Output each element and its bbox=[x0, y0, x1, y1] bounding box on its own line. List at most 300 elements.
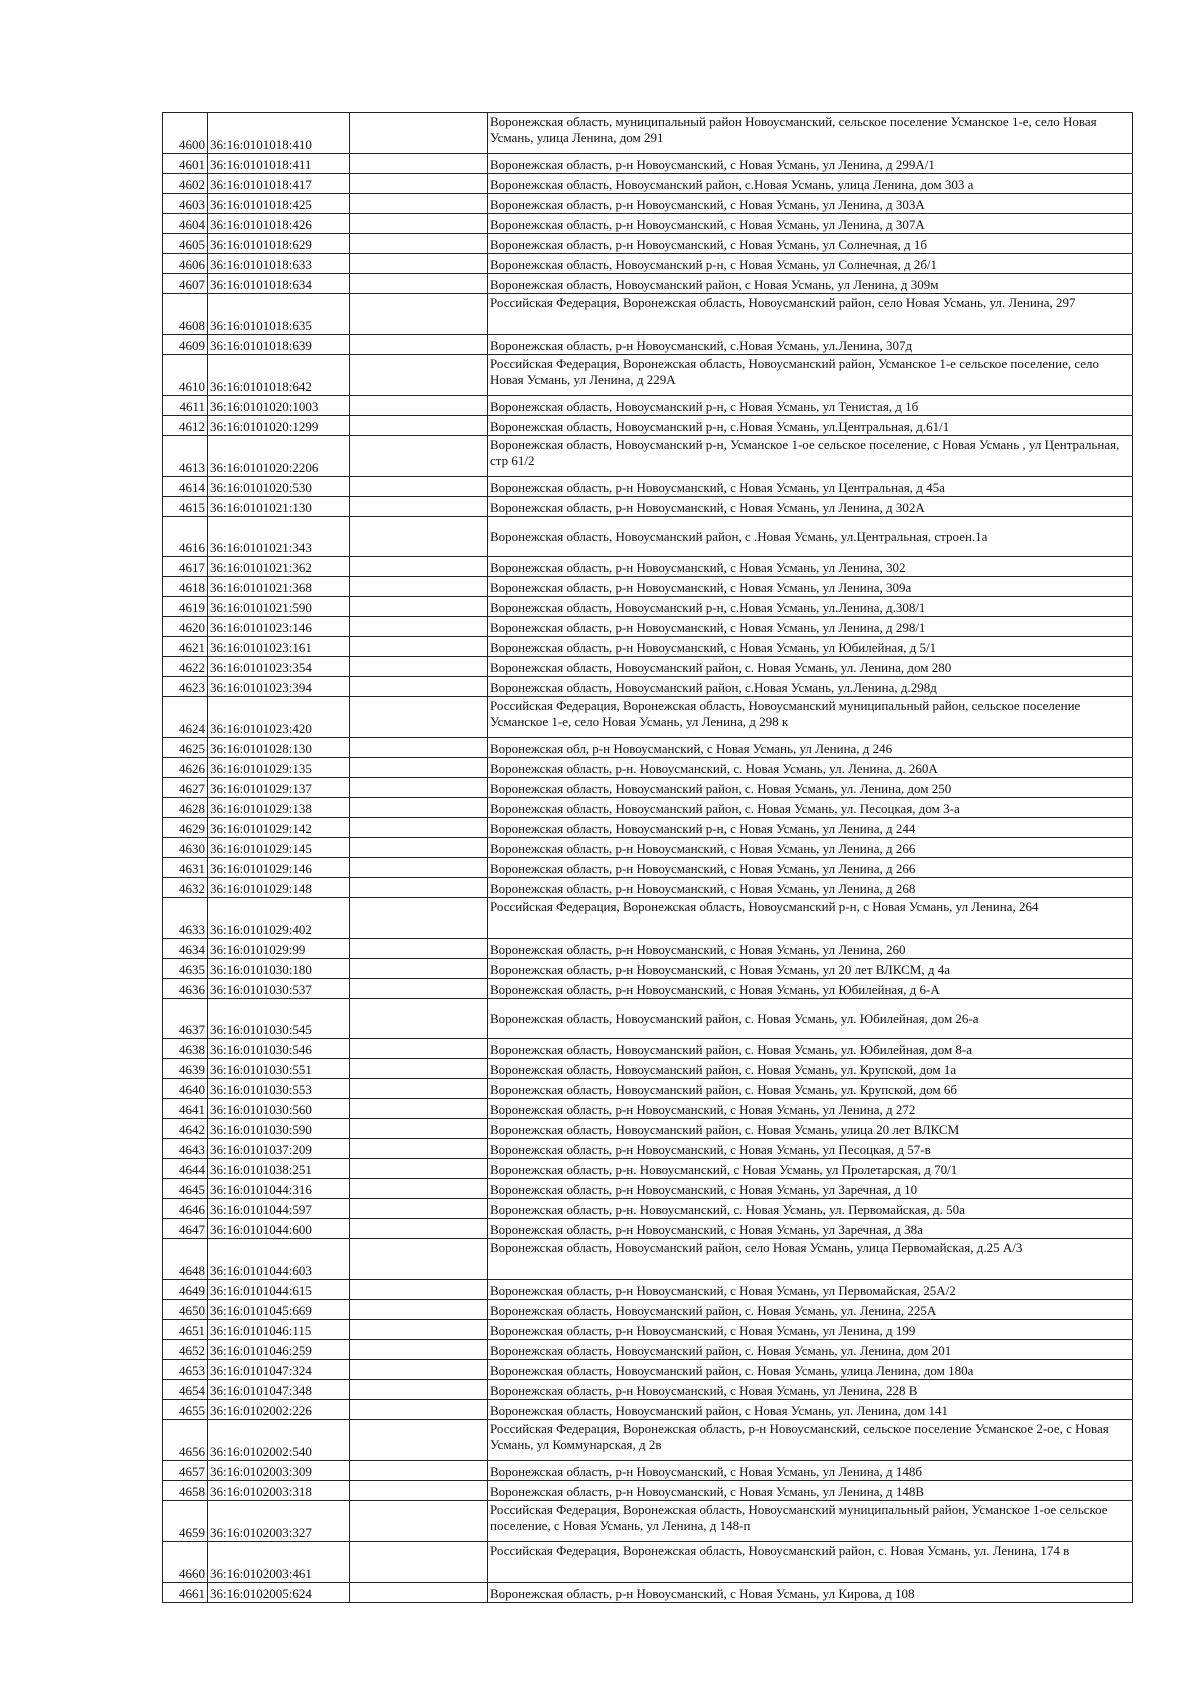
table-row bbox=[163, 1199, 1133, 1219]
address: Воронежская область, р-н. Новоусманский, с Новая Усмань, ул Пролетарская, д 70/1 bbox=[488, 1159, 1133, 1179]
address: Российская Федерация, Воронежская область, Новоусманский муниципальный район, сельское поселение Усманское 1-е, село Новая Усмань, ул Ленина, д 298 к bbox=[488, 697, 1133, 738]
cadastral-number: 36:16:0101029:148 bbox=[208, 878, 350, 898]
empty-cell bbox=[350, 497, 488, 517]
address: Воронежская область, р-н Новоусманский, с Новая Усмань, ул Ленина, 228 В bbox=[488, 1380, 1133, 1400]
cadastral-number: 36:16:0101029:142 bbox=[208, 818, 350, 838]
address: Воронежская область, р-н Новоусманский, с Новая Усмань, ул Заречная, д 38а bbox=[488, 1219, 1133, 1239]
cadastral-number: 36:16:0101018:410 bbox=[208, 113, 350, 154]
empty-cell bbox=[350, 778, 488, 798]
empty-cell bbox=[350, 234, 488, 254]
table-row bbox=[163, 677, 1133, 697]
cadastral-number: 36:16:0101018:633 bbox=[208, 254, 350, 274]
address: Российская Федерация, Воронежская область, Новоусманский муниципальный район, Усманское 1-ое сельское поселение, с Новая Усмань, ул Ленина, д 148-п bbox=[488, 1501, 1133, 1542]
cadastral-number: 36:16:0101018:634 bbox=[208, 274, 350, 294]
row-number: 4618 bbox=[163, 577, 208, 597]
row-number: 4645 bbox=[163, 1179, 208, 1199]
cadastral-number: 36:16:0101021:368 bbox=[208, 577, 350, 597]
table-row bbox=[163, 1501, 1133, 1542]
cadastral-number: 36:16:0101023:420 bbox=[208, 697, 350, 738]
cadastral-number: 36:16:0101018:639 bbox=[208, 335, 350, 355]
row-number: 4651 bbox=[163, 1320, 208, 1340]
cadastral-number: 36:16:0102003:461 bbox=[208, 1542, 350, 1583]
table-row bbox=[163, 898, 1133, 939]
row-number: 4604 bbox=[163, 214, 208, 234]
empty-cell bbox=[350, 738, 488, 758]
empty-cell bbox=[350, 617, 488, 637]
row-number: 4605 bbox=[163, 234, 208, 254]
table-row bbox=[163, 959, 1133, 979]
table-row bbox=[163, 335, 1133, 355]
table-row bbox=[163, 1159, 1133, 1179]
cadastral-number: 36:16:0101044:603 bbox=[208, 1239, 350, 1280]
empty-cell bbox=[350, 477, 488, 497]
table-row bbox=[163, 1099, 1133, 1119]
cadastral-number: 36:16:0101021:590 bbox=[208, 597, 350, 617]
empty-cell bbox=[350, 1280, 488, 1300]
address: Воронежская область, Новоусманский район, с. Новая Усмань, ул. Ленина, дом 250 bbox=[488, 778, 1133, 798]
cadastral-number: 36:16:0101044:316 bbox=[208, 1179, 350, 1199]
row-number: 4616 bbox=[163, 517, 208, 557]
address: Воронежская область, Новоусманский р-н, с.Новая Усмань, ул.Ленина, д.308/1 bbox=[488, 597, 1133, 617]
empty-cell bbox=[350, 979, 488, 999]
address: Воронежская обл, р-н Новоусманский, с Новая Усмань, ул Ленина, д 246 bbox=[488, 738, 1133, 758]
empty-cell bbox=[350, 1380, 488, 1400]
address: Воронежская область, Новоусманский р-н, с Новая Усмань, ул Солнечная, д 2б/1 bbox=[488, 254, 1133, 274]
row-number: 4619 bbox=[163, 597, 208, 617]
table-row bbox=[163, 838, 1133, 858]
address: Воронежская область, р-н Новоусманский, с Новая Усмань, ул Ленина, д 148б bbox=[488, 1461, 1133, 1481]
empty-cell bbox=[350, 959, 488, 979]
address: Воронежская область, р-н Новоусманский, с Новая Усмань, ул Ленина, 309а bbox=[488, 577, 1133, 597]
cadastral-number: 36:16:0101020:530 bbox=[208, 477, 350, 497]
table-row bbox=[163, 878, 1133, 898]
address: Воронежская область, Новоусманский район, с. Новая Усмань, ул. Ленина, дом 280 bbox=[488, 657, 1133, 677]
table-row bbox=[163, 1280, 1133, 1300]
row-number: 4648 bbox=[163, 1239, 208, 1280]
cadastral-number: 36:16:0101023:354 bbox=[208, 657, 350, 677]
table-row bbox=[163, 798, 1133, 818]
empty-cell bbox=[350, 113, 488, 154]
empty-cell bbox=[350, 396, 488, 416]
empty-cell bbox=[350, 517, 488, 557]
empty-cell bbox=[350, 1099, 488, 1119]
table-row bbox=[163, 355, 1133, 396]
cadastral-number: 36:16:0101044:597 bbox=[208, 1199, 350, 1219]
table-row bbox=[163, 517, 1133, 557]
table-row bbox=[163, 557, 1133, 577]
table-row bbox=[163, 1320, 1133, 1340]
address: Воронежская область, р-н. Новоусманский, с. Новая Усмань, ул. Ленина, д. 260А bbox=[488, 758, 1133, 778]
row-number: 4603 bbox=[163, 194, 208, 214]
address: Воронежская область, муниципальный район Новоусманский, сельское поселение Усманское 1-е, село Новая Усмань, улица Ленина, дом 291 bbox=[488, 113, 1133, 154]
row-number: 4613 bbox=[163, 436, 208, 477]
address: Воронежская область, р-н Новоусманский, с Новая Усмань, ул Ленина, 260 bbox=[488, 939, 1133, 959]
address: Воронежская область, р-н Новоусманский, с Новая Усмань, ул Ленина, д 298/1 bbox=[488, 617, 1133, 637]
table-row bbox=[163, 697, 1133, 738]
cadastral-number: 36:16:0101044:615 bbox=[208, 1280, 350, 1300]
table-row bbox=[163, 939, 1133, 959]
empty-cell bbox=[350, 557, 488, 577]
address: Воронежская область, р-н. Новоусманский, с. Новая Усмань, ул. Первомайская, д. 50а bbox=[488, 1199, 1133, 1219]
cadastral-number: 36:16:0101023:146 bbox=[208, 617, 350, 637]
row-number: 4642 bbox=[163, 1119, 208, 1139]
row-number: 4653 bbox=[163, 1360, 208, 1380]
row-number: 4652 bbox=[163, 1340, 208, 1360]
address: Воронежская область, р-н Новоусманский, с Новая Усмань, ул Ленина, д 268 bbox=[488, 878, 1133, 898]
cadastral-number: 36:16:0101020:2206 bbox=[208, 436, 350, 477]
row-number: 4634 bbox=[163, 939, 208, 959]
row-number: 4606 bbox=[163, 254, 208, 274]
empty-cell bbox=[350, 1199, 488, 1219]
table-row bbox=[163, 657, 1133, 677]
table-row bbox=[163, 1340, 1133, 1360]
row-number: 4641 bbox=[163, 1099, 208, 1119]
cadastral-number: 36:16:0101044:600 bbox=[208, 1219, 350, 1239]
row-number: 4614 bbox=[163, 477, 208, 497]
row-number: 4655 bbox=[163, 1400, 208, 1420]
empty-cell bbox=[350, 1300, 488, 1320]
empty-cell bbox=[350, 758, 488, 778]
cadastral-number: 36:16:0102003:318 bbox=[208, 1481, 350, 1501]
empty-cell bbox=[350, 798, 488, 818]
table-row bbox=[163, 577, 1133, 597]
table-row bbox=[163, 294, 1133, 335]
empty-cell bbox=[350, 1039, 488, 1059]
cadastral-number: 36:16:0101029:145 bbox=[208, 838, 350, 858]
row-number: 4638 bbox=[163, 1039, 208, 1059]
address: Воронежская область, р-н Новоусманский, с Новая Усмань, ул Ленина, д 303А bbox=[488, 194, 1133, 214]
table-row bbox=[163, 1542, 1133, 1583]
address: Воронежская область, Новоусманский район, с. Новая Усмань, ул. Крупской, дом 6б bbox=[488, 1079, 1133, 1099]
address: Воронежская область, Новоусманский район, с. Новая Усмань, ул. Ленина, 225А bbox=[488, 1300, 1133, 1320]
table-row bbox=[163, 738, 1133, 758]
row-number: 4635 bbox=[163, 959, 208, 979]
empty-cell bbox=[350, 174, 488, 194]
table-row bbox=[163, 617, 1133, 637]
empty-cell bbox=[350, 898, 488, 939]
cadastral-number: 36:16:0101029:137 bbox=[208, 778, 350, 798]
table-row bbox=[163, 254, 1133, 274]
address: Воронежская область, Новоусманский р-н, с.Новая Усмань, ул.Центральная, д.61/1 bbox=[488, 416, 1133, 436]
table-body bbox=[163, 113, 1133, 1603]
address: Воронежская область, р-н Новоусманский, с Новая Усмань, ул Ленина, д 302А bbox=[488, 497, 1133, 517]
empty-cell bbox=[350, 294, 488, 335]
empty-cell bbox=[350, 254, 488, 274]
cadastral-number: 36:16:0101018:411 bbox=[208, 154, 350, 174]
empty-cell bbox=[350, 1079, 488, 1099]
row-number: 4661 bbox=[163, 1583, 208, 1603]
row-number: 4611 bbox=[163, 396, 208, 416]
table-row bbox=[163, 1239, 1133, 1280]
address: Воронежская область, р-н Новоусманский, с Новая Усмань, ул Кирова, д 108 bbox=[488, 1583, 1133, 1603]
address: Воронежская область, Новоусманский район, с Новая Усмань, ул Ленина, д 309м bbox=[488, 274, 1133, 294]
table-row bbox=[163, 113, 1133, 154]
cadastral-table bbox=[162, 112, 1133, 1603]
address: Воронежская область, Новоусманский район, село Новая Усмань, улица Первомайская, д.25 А/3 bbox=[488, 1239, 1133, 1280]
address: Воронежская область, Новоусманский р-н, Усманское 1-ое сельское поселение, с Новая Усмань , ул Центральная, стр 61/2 bbox=[488, 436, 1133, 477]
table-row bbox=[163, 999, 1133, 1039]
empty-cell bbox=[350, 818, 488, 838]
table-row bbox=[163, 174, 1133, 194]
table-row bbox=[163, 1461, 1133, 1481]
address: Воронежская область, Новоусманский район, с. Новая Усмань, ул. Ленина, дом 201 bbox=[488, 1340, 1133, 1360]
cadastral-number: 36:16:0101023:161 bbox=[208, 637, 350, 657]
empty-cell bbox=[350, 1542, 488, 1583]
empty-cell bbox=[350, 858, 488, 878]
cadastral-number: 36:16:0101018:642 bbox=[208, 355, 350, 396]
cadastral-number: 36:16:0101046:259 bbox=[208, 1340, 350, 1360]
empty-cell bbox=[350, 154, 488, 174]
table-row bbox=[163, 1079, 1133, 1099]
empty-cell bbox=[350, 1119, 488, 1139]
empty-cell bbox=[350, 1420, 488, 1461]
row-number: 4659 bbox=[163, 1501, 208, 1542]
empty-cell bbox=[350, 1219, 488, 1239]
table-row bbox=[163, 477, 1133, 497]
address: Воронежская область, Новоусманский р-н, с Новая Усмань, ул Ленина, д 244 bbox=[488, 818, 1133, 838]
empty-cell bbox=[350, 657, 488, 677]
empty-cell bbox=[350, 1239, 488, 1280]
table-row bbox=[163, 416, 1133, 436]
cadastral-number: 36:16:0101047:348 bbox=[208, 1380, 350, 1400]
row-number: 4610 bbox=[163, 355, 208, 396]
table-row bbox=[163, 1420, 1133, 1461]
row-number: 4660 bbox=[163, 1542, 208, 1583]
table-row bbox=[163, 1179, 1133, 1199]
empty-cell bbox=[350, 416, 488, 436]
address: Воронежская область, Новоусманский район, с.Новая Усмань, улица Ленина, дом 303 а bbox=[488, 174, 1133, 194]
empty-cell bbox=[350, 637, 488, 657]
address: Воронежская область, р-н Новоусманский, с Новая Усмань, ул Ленина, д 199 bbox=[488, 1320, 1133, 1340]
table-row bbox=[163, 396, 1133, 416]
row-number: 4628 bbox=[163, 798, 208, 818]
table-row bbox=[163, 1039, 1133, 1059]
table-row bbox=[163, 1583, 1133, 1603]
row-number: 4650 bbox=[163, 1300, 208, 1320]
address: Воронежская область, р-н Новоусманский, с Новая Усмань, ул Заречная, д 10 bbox=[488, 1179, 1133, 1199]
row-number: 4600 bbox=[163, 113, 208, 154]
cadastral-number: 36:16:0101045:669 bbox=[208, 1300, 350, 1320]
document-page bbox=[162, 112, 1132, 1603]
address: Воронежская область, Новоусманский район, с .Новая Усмань, ул.Центральная, строен.1а bbox=[488, 517, 1133, 557]
row-number: 4637 bbox=[163, 999, 208, 1039]
table-row bbox=[163, 1300, 1133, 1320]
cadastral-number: 36:16:0102005:624 bbox=[208, 1583, 350, 1603]
address: Воронежская область, р-н Новоусманский, с Новая Усмань, ул Ленина, д 148В bbox=[488, 1481, 1133, 1501]
row-number: 4629 bbox=[163, 818, 208, 838]
empty-cell bbox=[350, 214, 488, 234]
address: Воронежская область, Новоусманский район, с. Новая Усмань, улица Ленина, дом 180а bbox=[488, 1360, 1133, 1380]
row-number: 4623 bbox=[163, 677, 208, 697]
row-number: 4643 bbox=[163, 1139, 208, 1159]
cadastral-number: 36:16:0101029:135 bbox=[208, 758, 350, 778]
row-number: 4626 bbox=[163, 758, 208, 778]
empty-cell bbox=[350, 436, 488, 477]
cadastral-number: 36:16:0101030:560 bbox=[208, 1099, 350, 1119]
table-row bbox=[163, 194, 1133, 214]
empty-cell bbox=[350, 355, 488, 396]
row-number: 4627 bbox=[163, 778, 208, 798]
empty-cell bbox=[350, 577, 488, 597]
address: Воронежская область, р-н Новоусманский, с.Новая Усмань, ул.Ленина, 307д bbox=[488, 335, 1133, 355]
row-number: 4608 bbox=[163, 294, 208, 335]
row-number: 4602 bbox=[163, 174, 208, 194]
table-row bbox=[163, 1380, 1133, 1400]
cadastral-number: 36:16:0101020:1299 bbox=[208, 416, 350, 436]
address: Воронежская область, Новоусманский район, с. Новая Усмань, ул. Песоцкая, дом 3-а bbox=[488, 798, 1133, 818]
address: Воронежская область, р-н Новоусманский, с Новая Усмань, ул Ленина, д 266 bbox=[488, 858, 1133, 878]
cadastral-number: 36:16:0102003:309 bbox=[208, 1461, 350, 1481]
row-number: 4620 bbox=[163, 617, 208, 637]
table-row bbox=[163, 597, 1133, 617]
cadastral-number: 36:16:0101030:551 bbox=[208, 1059, 350, 1079]
cadastral-number: 36:16:0101030:546 bbox=[208, 1039, 350, 1059]
address: Воронежская область, р-н Новоусманский, с Новая Усмань, ул Солнечная, д 1б bbox=[488, 234, 1133, 254]
cadastral-number: 36:16:0101021:362 bbox=[208, 557, 350, 577]
address: Воронежская область, р-н Новоусманский, с Новая Усмань, ул 20 лет ВЛКСМ, д 4а bbox=[488, 959, 1133, 979]
row-number: 4601 bbox=[163, 154, 208, 174]
address: Воронежская область, р-н Новоусманский, с Новая Усмань, ул Ленина, д 272 bbox=[488, 1099, 1133, 1119]
row-number: 4617 bbox=[163, 557, 208, 577]
address: Воронежская область, р-н Новоусманский, с Новая Усмань, ул Юбилейная, д 6-А bbox=[488, 979, 1133, 999]
table-row bbox=[163, 1059, 1133, 1079]
cadastral-number: 36:16:0101018:417 bbox=[208, 174, 350, 194]
empty-cell bbox=[350, 838, 488, 858]
address: Воронежская область, Новоусманский район, с. Новая Усмань, ул. Крупской, дом 1а bbox=[488, 1059, 1133, 1079]
empty-cell bbox=[350, 1139, 488, 1159]
row-number: 4640 bbox=[163, 1079, 208, 1099]
row-number: 4658 bbox=[163, 1481, 208, 1501]
address: Российская Федерация, Воронежская область, Новоусманский район, Усманское 1-е сельское поселение, село Новая Усмань, ул Ленина, д 229А bbox=[488, 355, 1133, 396]
cadastral-number: 36:16:0101029:402 bbox=[208, 898, 350, 939]
row-number: 4625 bbox=[163, 738, 208, 758]
empty-cell bbox=[350, 878, 488, 898]
row-number: 4624 bbox=[163, 697, 208, 738]
table-row bbox=[163, 497, 1133, 517]
address: Воронежская область, р-н Новоусманский, с Новая Усмань, ул Юбилейная, д 5/1 bbox=[488, 637, 1133, 657]
address: Воронежская область, р-н Новоусманский, с Новая Усмань, ул Ленина, д 299А/1 bbox=[488, 154, 1133, 174]
empty-cell bbox=[350, 1481, 488, 1501]
row-number: 4654 bbox=[163, 1380, 208, 1400]
cadastral-number: 36:16:0102003:327 bbox=[208, 1501, 350, 1542]
cadastral-number: 36:16:0101028:130 bbox=[208, 738, 350, 758]
empty-cell bbox=[350, 1501, 488, 1542]
table-row bbox=[163, 1400, 1133, 1420]
table-row bbox=[163, 1219, 1133, 1239]
table-row bbox=[163, 758, 1133, 778]
empty-cell bbox=[350, 1179, 488, 1199]
row-number: 4644 bbox=[163, 1159, 208, 1179]
cadastral-number: 36:16:0101020:1003 bbox=[208, 396, 350, 416]
table-row bbox=[163, 778, 1133, 798]
cadastral-number: 36:16:0101018:635 bbox=[208, 294, 350, 335]
empty-cell bbox=[350, 1400, 488, 1420]
cadastral-number: 36:16:0102002:540 bbox=[208, 1420, 350, 1461]
empty-cell bbox=[350, 335, 488, 355]
empty-cell bbox=[350, 194, 488, 214]
address: Российская Федерация, Воронежская область, р-н Новоусманский, сельское поселение Усманское 2-ое, с Новая Усмань, ул Коммунарская, д 2в bbox=[488, 1420, 1133, 1461]
table-row bbox=[163, 234, 1133, 254]
cadastral-number: 36:16:0101021:130 bbox=[208, 497, 350, 517]
row-number: 4656 bbox=[163, 1420, 208, 1461]
address: Воронежская область, Новоусманский район, с. Новая Усмань, улица 20 лет ВЛКСМ bbox=[488, 1119, 1133, 1139]
empty-cell bbox=[350, 939, 488, 959]
address: Воронежская область, Новоусманский район, с.Новая Усмань, ул.Ленина, д.298д bbox=[488, 677, 1133, 697]
empty-cell bbox=[350, 597, 488, 617]
cadastral-number: 36:16:0101030:590 bbox=[208, 1119, 350, 1139]
row-number: 4647 bbox=[163, 1219, 208, 1239]
row-number: 4622 bbox=[163, 657, 208, 677]
cadastral-number: 36:16:0101038:251 bbox=[208, 1159, 350, 1179]
table-row bbox=[163, 637, 1133, 657]
row-number: 4646 bbox=[163, 1199, 208, 1219]
table-row bbox=[163, 214, 1133, 234]
cadastral-number: 36:16:0101037:209 bbox=[208, 1139, 350, 1159]
row-number: 4649 bbox=[163, 1280, 208, 1300]
row-number: 4621 bbox=[163, 637, 208, 657]
address: Российская Федерация, Воронежская область, Новоусманский район, село Новая Усмань, ул. Ленина, 297 bbox=[488, 294, 1133, 335]
row-number: 4607 bbox=[163, 274, 208, 294]
empty-cell bbox=[350, 1320, 488, 1340]
address: Воронежская область, р-н Новоусманский, с Новая Усмань, ул Первомайская, 25А/2 bbox=[488, 1280, 1133, 1300]
table-row bbox=[163, 436, 1133, 477]
address: Воронежская область, р-н Новоусманский, с Новая Усмань, ул Ленина, 302 bbox=[488, 557, 1133, 577]
table-row bbox=[163, 1481, 1133, 1501]
address: Воронежская область, р-н Новоусманский, с Новая Усмань, ул Ленина, д 307А bbox=[488, 214, 1133, 234]
table-row bbox=[163, 274, 1133, 294]
cadastral-number: 36:16:0101023:394 bbox=[208, 677, 350, 697]
row-number: 4630 bbox=[163, 838, 208, 858]
empty-cell bbox=[350, 677, 488, 697]
row-number: 4639 bbox=[163, 1059, 208, 1079]
cadastral-number: 36:16:0101018:425 bbox=[208, 194, 350, 214]
empty-cell bbox=[350, 1583, 488, 1603]
row-number: 4632 bbox=[163, 878, 208, 898]
address: Воронежская область, р-н Новоусманский, с Новая Усмань, ул Песоцкая, д 57-в bbox=[488, 1139, 1133, 1159]
empty-cell bbox=[350, 1360, 488, 1380]
cadastral-number: 36:16:0101030:553 bbox=[208, 1079, 350, 1099]
address: Воронежская область, р-н Новоусманский, с Новая Усмань, ул Ленина, д 266 bbox=[488, 838, 1133, 858]
row-number: 4631 bbox=[163, 858, 208, 878]
cadastral-number: 36:16:0101030:545 bbox=[208, 999, 350, 1039]
cadastral-number: 36:16:0102002:226 bbox=[208, 1400, 350, 1420]
empty-cell bbox=[350, 999, 488, 1039]
row-number: 4636 bbox=[163, 979, 208, 999]
empty-cell bbox=[350, 1461, 488, 1481]
table-row bbox=[163, 818, 1133, 838]
cadastral-number: 36:16:0101029:138 bbox=[208, 798, 350, 818]
empty-cell bbox=[350, 1159, 488, 1179]
cadastral-number: 36:16:0101029:99 bbox=[208, 939, 350, 959]
cadastral-number: 36:16:0101018:629 bbox=[208, 234, 350, 254]
table-row bbox=[163, 1119, 1133, 1139]
table-row bbox=[163, 1139, 1133, 1159]
row-number: 4609 bbox=[163, 335, 208, 355]
cadastral-number: 36:16:0101018:426 bbox=[208, 214, 350, 234]
cadastral-number: 36:16:0101030:180 bbox=[208, 959, 350, 979]
empty-cell bbox=[350, 274, 488, 294]
row-number: 4633 bbox=[163, 898, 208, 939]
table-row bbox=[163, 1360, 1133, 1380]
cadastral-number: 36:16:0101030:537 bbox=[208, 979, 350, 999]
row-number: 4612 bbox=[163, 416, 208, 436]
address: Воронежская область, Новоусманский район, с Новая Усмань, ул. Ленина, дом 141 bbox=[488, 1400, 1133, 1420]
row-number: 4657 bbox=[163, 1461, 208, 1481]
address: Воронежская область, р-н Новоусманский, с Новая Усмань, ул Центральная, д 45а bbox=[488, 477, 1133, 497]
cadastral-number: 36:16:0101029:146 bbox=[208, 858, 350, 878]
table-row bbox=[163, 979, 1133, 999]
table-row bbox=[163, 858, 1133, 878]
